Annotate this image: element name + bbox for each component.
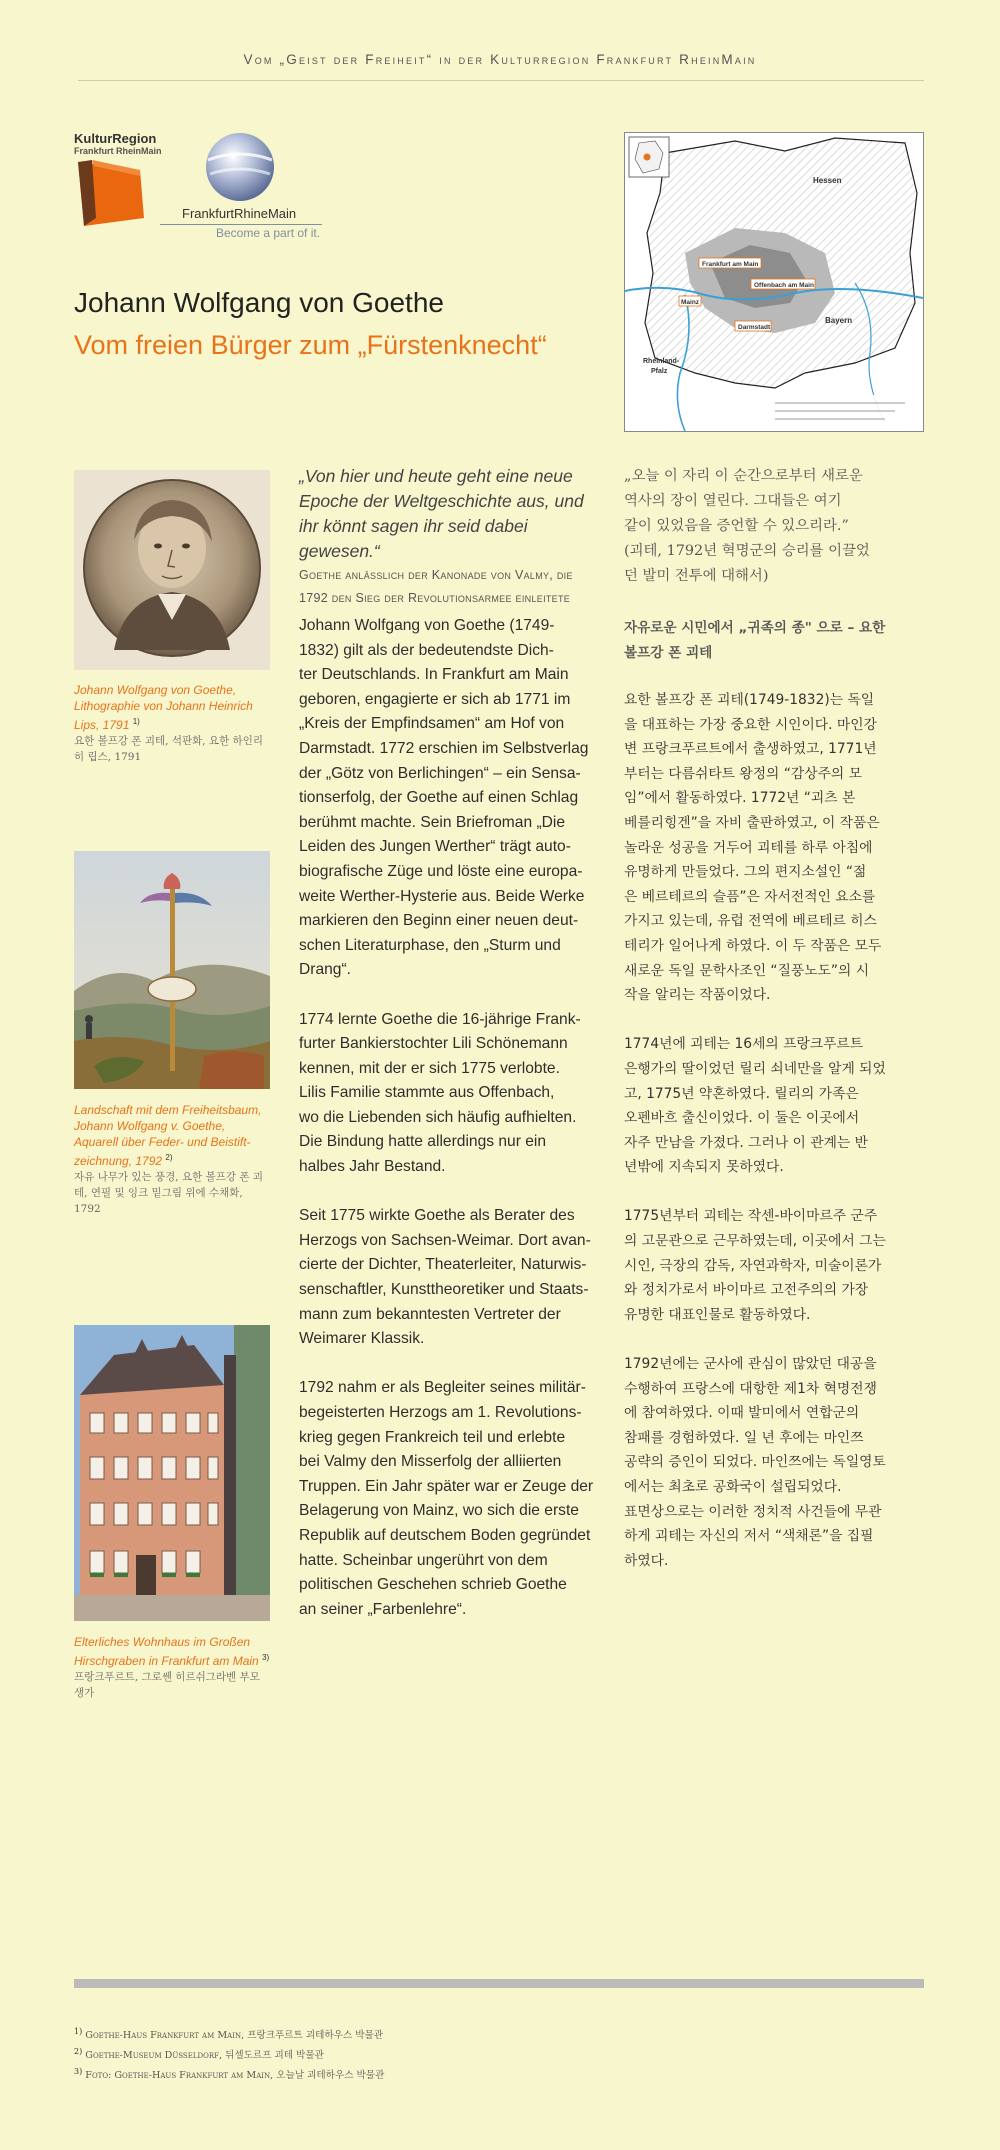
german-paragraph-1: Johann Wolfgang von Goethe (1749- 1832) gilt als der bedeutendste Dich- ter Deutschlands. In Frankfurt am Main geboren, engagierte er sich ab 1771 im „Kreis der Empfindsamen“ am Hof von Darmstadt. 1772 erschien im Selbstverlag der „Götz von Berlichingen“ – ein Sensa- tionserfolg, der Goethe auf einen Schlag berühmt machte. Sein Briefroman „Die Leiden des Jungen Werther“ trägt auto- biografische Züge und löste eine europa- weite Werther-Hysterie aus. Beide Werke markieren den Beginn einer neuen deut- schen Literaturphase, den „Sturm und Drang“. (299, 617, 589, 979)
image-1-caption-ko: 요한 볼프강 폰 괴테, 석판화, 요한 하인리히 립스, 1791 (74, 735, 263, 763)
korean-heading-block (624, 616, 929, 666)
korean-body (624, 688, 929, 1598)
globe-icon (160, 130, 330, 205)
image-1-footnote-mark: 1) (132, 717, 140, 726)
map-label-mainz: Mainz (681, 299, 700, 306)
map-label-darmstadt: Darmstadt (738, 324, 771, 331)
goethe-house-image (74, 1325, 270, 1621)
footnote-1-source: Goethe-Haus Frankfurt am Main, (85, 2030, 245, 2042)
frm-logo-rule (160, 224, 322, 225)
korean-text-column (624, 464, 929, 589)
image-3-footnote-mark: 3) (262, 1653, 270, 1662)
map-label-offenbach: Offenbach am Main (754, 282, 814, 289)
footnote-3 (74, 2064, 384, 2084)
korean-heading: 자유로운 시민에서 „귀족의 종" 으로 – 요한 볼프강 폰 괴테 (624, 620, 886, 661)
image-3-caption-de: Elterliches Wohnhaus im Großen Hirschgraben in Frankfurt am Main (74, 1635, 259, 1668)
footnote-3-ko: 오늘날 괴테하우스 박물관 (276, 2070, 385, 2082)
image-1-caption (74, 682, 270, 765)
image-3-caption-ko: 프랑크푸르트, 그로쎈 히르쉬그라벤 부모 생가 (74, 1671, 260, 1699)
goethe-portrait-image (74, 470, 270, 670)
footer-divider (74, 1979, 924, 1988)
footnote-2-source: Goethe-Museum Düsseldorf, (85, 2050, 223, 2062)
korean-paragraph-1: 요한 볼프강 폰 괴테(1749-1832)는 독일 을 대표하는 가장 중요한 시인이다. 마인강 변 프랑크푸르트에서 출생하였고, 1771년 부터는 다름쉬타트 왕정의 “감상주의 모 임”에서 활동하였다. 1772년 “괴츠 본 베를리힝겐”을 자비 출판하였고, 이 작품은 놀라운 성공을 거두어 괴테를 하루 아침에 유명하게 만들었다. 그의 편지소설인 “젊 은 베르테르의 슬픔”은 자서전적인 요소를 가지고 있는데, 유럽 전역에 베르테르 히스 테리가 일어나게 하였다. 이 두 작품은 모두 새로운 독일 문학사조인 “질풍노도”의 시 작을 알리는 작품이었다. (624, 692, 882, 1004)
region-map-graphic (625, 133, 923, 431)
map-label-hessen: Hessen (813, 176, 842, 185)
german-body (299, 614, 599, 1647)
page-title: Johann Wolfgang von Goethe (74, 287, 444, 318)
landscape-picture (74, 851, 270, 1089)
footnote-2-mark: 2) (74, 2047, 83, 2057)
page-subtitle: Vom freien Bürger zum „Fürstenknecht“ (74, 330, 547, 360)
german-text-column (299, 464, 599, 610)
frm-logo-slogan: Become a part of it. (216, 226, 321, 240)
footnote-2 (74, 2044, 384, 2064)
korean-quote: „오늘 이 자리 이 순간으로부터 새로운 역사의 장이 열린다. 그대들은 여기 같이 있었음을 증언할 수 있으리라.” (괴테, 1792년 혁명군의 승리를 이끌었 던 발미 전투에 대해서) (624, 468, 870, 584)
footnote-1-mark: 1) (74, 2027, 83, 2036)
freiheitsbaum-landscape-image (74, 851, 270, 1089)
map-label-bayern: Bayern (825, 316, 853, 325)
image-1-caption-de: Johann Wolfgang von Goethe, Lithographie von Johann Heinrich Lips, 1791 (74, 683, 253, 732)
image-3-caption (74, 1634, 270, 1701)
footnote-1-ko: 프랑크푸르트 괴테하우스 박물관 (247, 2030, 384, 2042)
german-paragraph-4: 1792 nahm er als Begleiter seines militär- begeisterten Herzogs am 1. Revolutions- krieg gegen Frankreich teil und erlebte bei Valmy den Misserfolg der alliierten Truppen. Ein Jahr später war er Zeuge der Belagerung von Mainz, wo sich die erste Republik auf deutschem Boden gegründet hatte. Scheinbar ungerührt von dem politischen Geschehen schrieb Goethe an seiner „Farbenlehre“. (299, 1379, 594, 1618)
frm-logo-name: FrankfurtRhineMain (182, 206, 297, 221)
korean-paragraph-4: 1792년에는 군사에 관심이 많았던 대공을 수행하여 프랑스에 대항한 제1차 혁명전쟁 에 참여하였다. 이때 발미에서 연합군의 참패를 경험하였다. 일 년 후에는 마인쯔 공략의 증인이 되었다. 마인쯔에는 독일영토 에서는 최초로 공화국이 설립되었다. 표면상으로는 이러한 정치적 사건들에 무관 하게 괴테는 자신의 저서 “색채론”을 집필 하였다. (624, 1356, 886, 1569)
portrait-picture (74, 470, 270, 670)
region-map (624, 132, 924, 432)
image-2-caption-ko: 자유 나무가 있는 풍경, 요한 볼프강 폰 괴테, 연필 및 잉크 밑그림 위에 수채화, 1792 (74, 1171, 263, 1215)
footnotes (74, 2024, 384, 2085)
kulturregion-logo (74, 132, 164, 232)
german-quote: „Von hier und heute geht eine neue Epoche der Weltgeschichte aus, und ihr könnt sagen ihr seid dabei gewesen.“ (299, 466, 584, 561)
image-2-caption-de: Landschaft mit dem Freiheitsbaum, Johann Wolfgang v. Goethe, Aquarell über Feder- und Beistift-zeichnung, 1792 (74, 1103, 262, 1168)
image-2-caption (74, 1102, 270, 1217)
footnote-2-ko: 뒤셀도르프 괴테 박물관 (225, 2050, 324, 2062)
german-quote-source: Goethe anlässlich der Kanonade von Valmy, die 1792 den Sieg der Revolutionsarmee einleitete (299, 568, 573, 605)
footnote-1 (74, 2024, 384, 2044)
german-paragraph-2: 1774 lernte Goethe die 16-jährige Frank- furter Bankierstochter Lili Schönemann kennen, mit der er sich 1775 verlobte. Lilis Familie stammte aus Offenbach, wo die Liebenden sich häufig aufhielten. Die Bindung hatte allerdings nur ein halbes Jahr Bestand. (299, 1010, 581, 1176)
footnote-3-source: Foto: Goethe-Haus Frankfurt am Main, (85, 2070, 274, 2082)
map-label-pfalz: Pfalz (651, 368, 668, 375)
header-divider (78, 80, 924, 81)
german-paragraph-3: Seit 1775 wirkte Goethe als Berater des Herzogs von Sachsen-Weimar. Dort avan- cierte der Dichter, Theaterleiter, Naturwis- senschaftler, Kunsttheoretiker und Staats- mann zum bekanntesten Vertreter der Weimarer Klassik. (299, 1207, 591, 1348)
house-picture (74, 1325, 270, 1621)
kulturregion-logo-subtitle: Frankfurt RheinMain (74, 146, 162, 156)
korean-paragraph-3: 1775년부터 괴테는 작센-바이마르주 군주 의 고문관으로 근무하였는데, 이곳에서 그는 시인, 극장의 감독, 자연과학자, 미술이론가 와 정치가로서 바이마르 고전주의의 가장 유명한 대표인물로 활동하였다. (624, 1208, 886, 1323)
map-label-frankfurt: Frankfurt am Main (702, 261, 759, 268)
series-title: Vom „Geist der Freiheit“ in der Kulturregion Frankfurt RheinMain (243, 52, 757, 67)
kulturregion-logo-title: KulturRegion (74, 131, 157, 146)
footnote-3-mark: 3) (74, 2067, 83, 2077)
map-label-rheinland: Rheinland- (643, 358, 680, 365)
frankfurt-rhinemain-logo (160, 130, 330, 245)
korean-paragraph-2: 1774년에 괴테는 16세의 프랑크푸르트 은행가의 딸이었던 릴리 쇠네만을 알게 되었 고, 1775년 약혼하였다. 릴리의 가족은 오펜바흐 출신이었다. 이 둘은 이곳에서 자주 만남을 가졌다. 그러나 이 관계는 반 년밖에 지속되지 못하였다. (624, 1036, 886, 1176)
image-2-footnote-mark: 2) (165, 1153, 173, 1162)
kulturregion-flag-icon (74, 156, 154, 231)
